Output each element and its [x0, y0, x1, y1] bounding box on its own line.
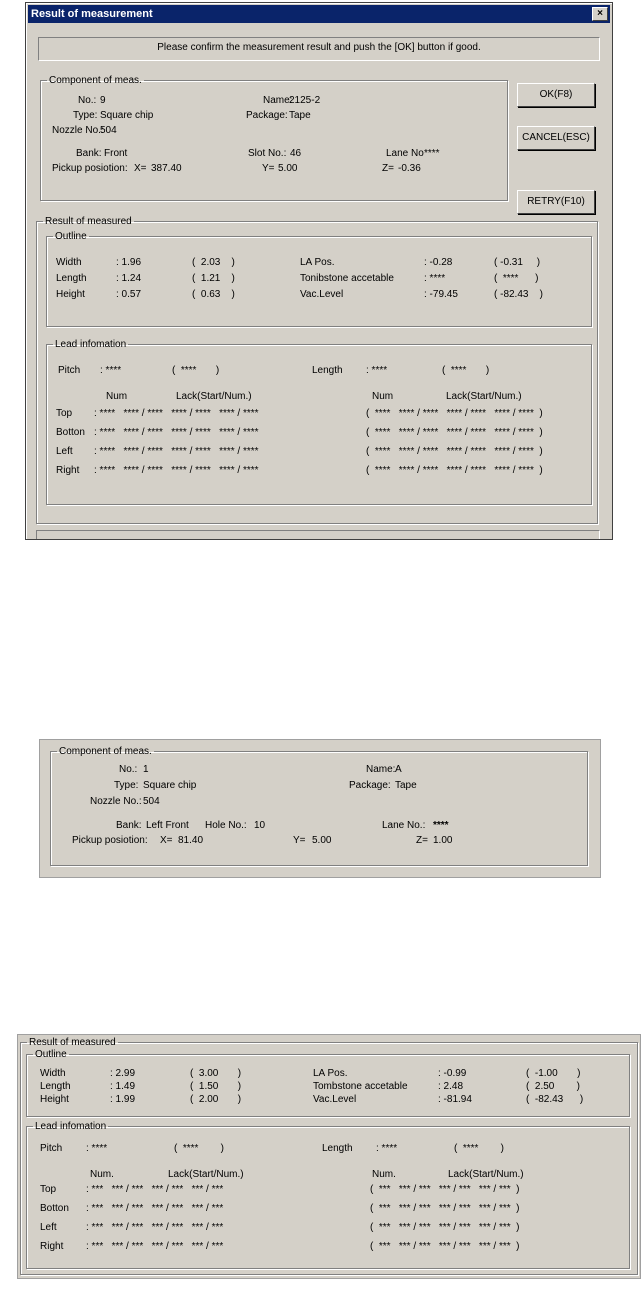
lead-length-value: : ****: [376, 1143, 398, 1154]
lead-row-label-right: Right: [56, 465, 80, 476]
la-pos-ref: ( -1.00 ): [526, 1068, 581, 1079]
lead-row-data-botton: : **** **** / **** **** / **** **** / ****: [94, 427, 259, 438]
lead-row-data-top: : **** **** / **** **** / **** **** / ****: [94, 408, 259, 419]
length-ref: ( 1.50 ): [190, 1081, 242, 1092]
package-label: Package:: [246, 110, 288, 121]
lead-row-ref-top: ( *** *** / *** *** / *** *** / *** ): [370, 1184, 520, 1195]
lead-info-group: [46, 339, 592, 505]
height-label: Height: [56, 289, 85, 300]
pitch-label: Pitch: [40, 1143, 63, 1154]
bank-value: Left Front: [146, 820, 189, 831]
dialog-title: Result of measurement: [31, 8, 153, 20]
component-group: [40, 75, 508, 201]
status-bar: [36, 530, 600, 540]
lack-header: Lack(Start/Num.): [176, 391, 252, 402]
name-label: Name:: [263, 95, 293, 106]
lead-row-data-botton: : *** *** / *** *** / *** *** / ***: [86, 1203, 224, 1214]
z-value: 1.00: [433, 835, 453, 846]
lack-header: Lack(Start/Num.): [168, 1169, 244, 1180]
lead-row-label-top: Top: [40, 1184, 57, 1195]
no-value: 9: [100, 95, 106, 106]
lead-row-ref-left: ( **** **** / **** **** / **** **** / **** ): [366, 446, 543, 457]
length-label: Length: [56, 273, 87, 284]
length-value: : 1.49: [110, 1081, 136, 1092]
width-ref: ( 3.00 ): [190, 1068, 242, 1079]
lead-row-label-botton: Botton: [40, 1203, 69, 1214]
result-panel: [17, 1034, 641, 1279]
lane-value: ****: [424, 148, 440, 159]
width-value: : 2.99: [110, 1068, 136, 1079]
width-ref: ( 2.03 ): [192, 257, 235, 268]
lead-length-label: Length: [322, 1143, 353, 1154]
width-value: : 1.96: [116, 257, 142, 268]
nozzle-label: Nozzle No.:: [52, 125, 104, 136]
lead-row-label-botton: Botton: [56, 427, 85, 438]
no-label: No.:: [119, 764, 138, 775]
lead-row-ref-right: ( **** **** / **** **** / **** **** / **** ): [366, 465, 543, 476]
measurement-dialog: [25, 2, 613, 540]
lead-length-label: Length: [312, 365, 343, 376]
num-header-ref: Num: [372, 391, 394, 402]
type-label: Type:: [114, 780, 139, 791]
nozzle-label: Nozzle No.:: [90, 796, 142, 807]
name-label: Name:: [366, 764, 396, 775]
height-ref: ( 2.00 ): [190, 1094, 242, 1105]
message-box: [38, 37, 600, 61]
type-value: Square chip: [143, 780, 197, 791]
lead-row-ref-right: ( *** *** / *** *** / *** *** / *** ): [370, 1241, 520, 1252]
slot-label: Slot No.:: [248, 148, 287, 159]
vac-level-ref: ( -82.43 ): [494, 289, 543, 300]
length-label: Length: [40, 1081, 71, 1092]
package-value: Tape: [289, 110, 311, 121]
la-pos-label: LA Pos.: [300, 257, 335, 268]
pitch-value: : ****: [86, 1143, 108, 1154]
lead-length-ref: ( **** ): [454, 1143, 505, 1154]
x-value: 387.40: [151, 163, 182, 174]
la-pos-value: : -0.99: [438, 1068, 467, 1079]
outline2-legend: Outline: [35, 1049, 67, 1060]
lead-row-label-left: Left: [56, 446, 73, 457]
height-label: Height: [40, 1094, 69, 1105]
z-label: Z=: [382, 163, 394, 174]
lane-label: Lane No.:: [382, 820, 426, 831]
lead-row-label-right: Right: [40, 1241, 64, 1252]
height-ref: ( 0.63 ): [192, 289, 235, 300]
pitch-value: : ****: [100, 365, 122, 376]
component-panel: [39, 739, 601, 878]
lead-row-ref-top: ( **** **** / **** **** / **** **** / **** ): [366, 408, 543, 419]
la-pos-ref: ( -0.31 ): [494, 257, 541, 268]
lead-row-ref-left: ( *** *** / *** *** / *** *** / *** ): [370, 1222, 520, 1233]
nozzle-value: 504: [143, 796, 160, 807]
lack-header-ref: Lack(Start/Num.): [446, 391, 522, 402]
height-value: : 0.57: [116, 289, 142, 300]
lead2-legend: Lead infomation: [35, 1121, 107, 1132]
x-label: X=: [160, 835, 173, 846]
title-bar: [28, 5, 610, 23]
lead-info-legend: Lead infomation: [55, 339, 127, 350]
lane-value: ****: [433, 820, 449, 831]
width-label: Width: [56, 257, 82, 268]
name-value: A: [395, 764, 402, 775]
pitch-ref: ( **** ): [174, 1143, 225, 1154]
y-label: Y=: [262, 163, 275, 174]
vac-level-label: Vac.Level: [300, 289, 344, 300]
num-header: Num.: [90, 1169, 114, 1180]
type-label: Type:: [73, 110, 98, 121]
y-label: Y=: [293, 835, 306, 846]
num-header: Num: [106, 391, 128, 402]
tombstone-ref: ( 2.50 ): [526, 1081, 580, 1092]
lead-row-data-left: : **** **** / **** **** / **** **** / ****: [94, 446, 259, 457]
lead-row-ref-botton: ( **** **** / **** **** / **** **** / **** ): [366, 427, 543, 438]
lead-row-ref-botton: ( *** *** / *** *** / *** *** / *** ): [370, 1203, 520, 1214]
pickup-label: Pickup posiotion:: [52, 163, 128, 174]
retry-button[interactable]: RETRY(F10): [517, 190, 595, 214]
lead-length-value: : ****: [366, 365, 388, 376]
pickup-label: Pickup posiotion:: [72, 835, 148, 846]
cancel-button[interactable]: CANCEL(ESC): [517, 126, 595, 150]
y-value: 5.00: [278, 163, 298, 174]
tombstone-label: Tombstone accetable: [313, 1081, 408, 1092]
bank-value: Front: [104, 148, 128, 159]
vac-level-value: : -79.45: [424, 289, 458, 300]
no-label: No.:: [78, 95, 97, 106]
vac-level-ref: ( -82.43 ): [526, 1094, 584, 1105]
lead-row-data-right: : **** **** / **** **** / **** **** / ****: [94, 465, 259, 476]
confirm-message: Please confirm the measurement result and push the [OK] button if good.: [157, 42, 481, 53]
x-value: 81.40: [178, 835, 204, 846]
component-legend: Component of meas.: [49, 75, 142, 86]
tombstone-label: Tonibstone accetable: [300, 273, 394, 284]
slot-value: 46: [290, 148, 302, 159]
nozzle-value: 504: [100, 125, 117, 136]
result-legend: Result of measured: [45, 216, 132, 227]
tombstone-value: : 2.48: [438, 1081, 464, 1092]
component2-legend: Component of meas.: [59, 746, 152, 757]
hole-value: 10: [254, 820, 266, 831]
no-value: 1: [143, 764, 149, 775]
type-value: Square chip: [100, 110, 154, 121]
package-value: Tape: [395, 780, 417, 791]
lead-row-data-right: : *** *** / *** *** / *** *** / ***: [86, 1241, 224, 1252]
length-value: : 1.24: [116, 273, 142, 284]
vac-level-value: : -81.94: [438, 1094, 472, 1105]
result2-legend: Result of measured: [29, 1037, 116, 1048]
name-value: 2125-2: [289, 95, 321, 106]
lead-length-ref: ( **** ): [442, 365, 490, 376]
lead-row-label-top: Top: [56, 408, 73, 419]
width-label: Width: [40, 1068, 66, 1079]
tombstone-value: : ****: [424, 273, 446, 284]
pitch-label: Pitch: [58, 365, 81, 376]
bank-label: Bank:: [76, 148, 102, 159]
outline-legend: Outline: [55, 231, 87, 242]
lack-header-ref: Lack(Start/Num.): [448, 1169, 524, 1180]
length-ref: ( 1.21 ): [192, 273, 235, 284]
la-pos-value: : -0.28: [424, 257, 453, 268]
lane-label: Lane No: [386, 148, 424, 159]
pitch-ref: ( **** ): [172, 365, 220, 376]
bank-label: Bank:: [116, 820, 142, 831]
lead-row-data-left: : *** *** / *** *** / *** *** / ***: [86, 1222, 224, 1233]
x-label: X=: [134, 163, 147, 174]
lead-row-data-top: : *** *** / *** *** / *** *** / ***: [86, 1184, 224, 1195]
height-value: : 1.99: [110, 1094, 136, 1105]
ok-button[interactable]: OK(F8): [517, 83, 595, 107]
vac-level-label: Vac.Level: [313, 1094, 357, 1105]
z-value: -0.36: [398, 163, 421, 174]
num-header-ref: Num.: [372, 1169, 396, 1180]
z-label: Z=: [416, 835, 428, 846]
close-button[interactable]: ×: [592, 7, 608, 21]
lead-row-label-left: Left: [40, 1222, 57, 1233]
package-label: Package:: [349, 780, 391, 791]
tombstone-ref: ( **** ): [494, 273, 539, 284]
y-value: 5.00: [312, 835, 332, 846]
hole-label: Hole No.:: [205, 820, 247, 831]
la-pos-label: LA Pos.: [313, 1068, 348, 1079]
